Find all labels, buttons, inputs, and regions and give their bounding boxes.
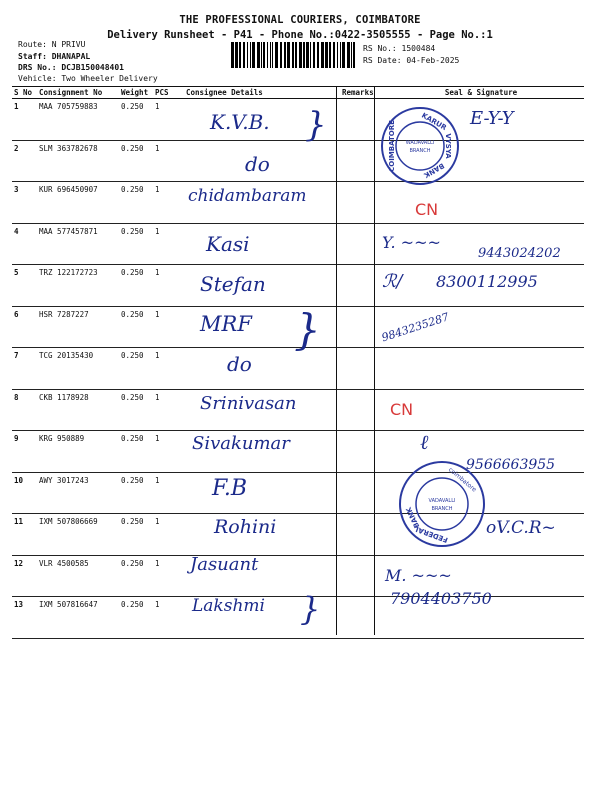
brace-mark-2: }: [294, 305, 321, 354]
svg-text:BANK: BANK: [404, 505, 422, 530]
table-row: [12, 555, 584, 597]
cell-weight: 0.250: [119, 99, 153, 141]
cell-consignment-no: KUR 696450907: [37, 182, 119, 224]
cell-pcs: 1: [153, 306, 184, 348]
cell-remarks: [340, 472, 378, 514]
signature-row1: E-Y-Y: [470, 108, 514, 129]
cell-pcs: 1: [153, 389, 184, 431]
barcode-bar: [333, 42, 335, 68]
brace-mark-3: }: [300, 590, 321, 628]
barcode-bar: [303, 42, 305, 68]
federal-bank-stamp: [396, 458, 488, 550]
phone-row5: 8300112995: [436, 272, 538, 291]
table-row: [12, 389, 584, 431]
handwriting-fb: F.B: [212, 476, 247, 501]
cell-sno: 3: [12, 182, 37, 224]
barcode-bar: [337, 42, 338, 68]
cell-weight: 0.250: [119, 182, 153, 224]
cell-sno: 13: [12, 597, 37, 639]
phone-row6: 9843235287: [380, 310, 451, 345]
staff-text: Staff: DHANAPAL: [18, 52, 91, 61]
barcode-bar: [313, 42, 315, 68]
cell-consignment-no: TCG 20135430: [37, 348, 119, 390]
table-row: [12, 472, 584, 514]
cell-sno: 2: [12, 140, 37, 182]
barcode-bar: [270, 42, 271, 68]
barcode-bar: [299, 42, 302, 68]
handwriting-sivakumar: Sivakumar: [192, 433, 290, 454]
cell-sno: 1: [12, 99, 37, 141]
handwriting-mrf: MRF: [200, 312, 252, 336]
table-row: [12, 597, 584, 639]
cell-remarks: [340, 348, 378, 390]
drs-number: DRS No.: DCJB150048401: [18, 63, 124, 72]
svg-text:COIMBATORE: COIMBATORE: [388, 120, 396, 172]
barcode-bar: [310, 42, 311, 68]
barcode-bar: [321, 42, 324, 68]
cell-seal: [378, 348, 584, 390]
phone-row13: 7904403750: [390, 589, 492, 608]
table-row: [12, 140, 584, 182]
cell-weight: 0.250: [119, 265, 153, 307]
barcode: [231, 42, 357, 68]
cell-weight: 0.250: [119, 223, 153, 265]
cell-sno: 6: [12, 306, 37, 348]
header-remarks: Remarks: [340, 87, 378, 99]
cell-remarks: [340, 265, 378, 307]
cell-weight: 0.250: [119, 306, 153, 348]
cell-sno: 12: [12, 555, 37, 597]
svg-text:KARUR: KARUR: [420, 111, 448, 133]
barcode-bar: [235, 42, 238, 68]
barcode-bar: [342, 42, 345, 68]
cell-consignment-no: KRG 950889: [37, 431, 119, 473]
cell-weight: 0.250: [119, 389, 153, 431]
cell-consignment-no: MAA 577457871: [37, 223, 119, 265]
brace-mark-1: }: [305, 105, 327, 145]
cell-pcs: 1: [153, 348, 184, 390]
cell-remarks: [340, 306, 378, 348]
cell-remarks: [340, 99, 378, 141]
cell-sno: 9: [12, 431, 37, 473]
cell-sno: 7: [12, 348, 37, 390]
cell-sno: 5: [12, 265, 37, 307]
handwriting-cn-1: CN: [415, 200, 439, 219]
handwriting-jasuant: Jasuant: [190, 554, 259, 575]
cell-pcs: 1: [153, 265, 184, 307]
cell-consignment-no: VLR 4500585: [37, 555, 119, 597]
barcode-bar: [239, 42, 241, 68]
cell-weight: 0.250: [119, 597, 153, 639]
cell-sno: 8: [12, 389, 37, 431]
svg-text:BANK: BANK: [422, 161, 446, 180]
barcode-bar: [263, 42, 265, 68]
cell-remarks: [340, 223, 378, 265]
rs-number: RS No.: 1500484: [363, 44, 436, 53]
cell-consignment-no: MAA 705759883: [37, 99, 119, 141]
runsheet-subtitle: Delivery Runsheet - P41 - Phone No.:0422-3505555 - Page No.:1: [107, 29, 493, 41]
company-title: THE PROFESSIONAL COURIERS, COIMBATORE: [179, 14, 421, 26]
rs-date: RS Date: 04-Feb-2025: [363, 56, 460, 65]
barcode-bar: [250, 42, 251, 68]
handwriting-chidambaram: chidambaram: [188, 186, 307, 206]
remarks-right-divider: [374, 86, 375, 635]
barcode-bar: [275, 42, 278, 68]
signature-row11: oV.C.R~: [486, 518, 556, 538]
signature-row9: ℓ: [420, 430, 429, 454]
svg-text:BRANCH: BRANCH: [431, 506, 453, 512]
barcode-bar: [340, 42, 341, 68]
cell-consignment-no: CKB 1178928: [37, 389, 119, 431]
barcode-bar: [252, 42, 255, 68]
cell-remarks: [340, 431, 378, 473]
signature-row12: M. ~~~: [385, 566, 452, 585]
route-text: Route: N PRIVU: [18, 40, 86, 49]
barcode-bar: [295, 42, 297, 68]
cell-consignment-no: SLM 363782678: [37, 140, 119, 182]
barcode-bar: [306, 42, 309, 68]
barcode-bar: [257, 42, 260, 68]
runsheet-table: [12, 86, 584, 639]
barcode-bar: [261, 42, 262, 68]
cell-weight: 0.250: [119, 472, 153, 514]
barcode-bar: [292, 42, 294, 68]
handwriting-rohini: Rohini: [214, 516, 277, 538]
header-consignment: Consignment No: [37, 87, 119, 99]
cell-weight: 0.250: [119, 140, 153, 182]
cell-consignment-no: AWY 3017243: [37, 472, 119, 514]
barcode-bar: [231, 42, 234, 68]
cell-weight: 0.250: [119, 514, 153, 556]
cell-weight: 0.250: [119, 431, 153, 473]
cell-pcs: 1: [153, 555, 184, 597]
handwriting-lakshmi: Lakshmi: [192, 596, 265, 616]
header-seal: Seal & Signature: [378, 87, 584, 99]
phone-row4: 9443024202: [478, 246, 561, 261]
cell-consignment-no: IXM 507816647: [37, 597, 119, 639]
barcode-bar: [347, 42, 350, 68]
barcode-bar: [329, 42, 331, 68]
svg-text:BRANCH: BRANCH: [409, 148, 431, 154]
signature-row5: ℛ/: [382, 271, 403, 292]
cell-pcs: 1: [153, 182, 184, 224]
handwriting-kvb: K.V.B.: [210, 110, 270, 134]
header-consignee: Consignee Details: [184, 87, 340, 99]
cell-pcs: 1: [153, 597, 184, 639]
cell-weight: 0.250: [119, 555, 153, 597]
barcode-bar: [247, 42, 248, 68]
cell-remarks: [340, 389, 378, 431]
barcode-bar: [267, 42, 268, 68]
svg-text:coimbatore: coimbatore: [446, 466, 478, 494]
barcode-bar: [317, 42, 319, 68]
cell-sno: 4: [12, 223, 37, 265]
header-pcs: PCS: [153, 87, 184, 99]
cell-sno: 10: [12, 472, 37, 514]
cell-remarks: [340, 555, 378, 597]
svg-text:WADAVALLI: WADAVALLI: [405, 140, 435, 146]
barcode-bar: [287, 42, 290, 68]
cell-pcs: 1: [153, 223, 184, 265]
barcode-bar: [325, 42, 328, 68]
barcode-bar: [353, 42, 355, 68]
handwriting-stefan: Stefan: [200, 272, 266, 296]
handwriting-srinivasan: Srinivasan: [200, 393, 297, 414]
handwriting-cn-2: CN: [390, 400, 414, 419]
cell-consignment-no: HSR 7287227: [37, 306, 119, 348]
handwriting-do-2: do: [227, 352, 252, 376]
barcode-bar: [351, 42, 352, 68]
svg-text:VYSYA: VYSYA: [444, 133, 452, 159]
barcode-bar: [284, 42, 286, 68]
cell-remarks: [340, 140, 378, 182]
barcode-bar: [272, 42, 273, 68]
cell-pcs: 1: [153, 514, 184, 556]
header-weight: Weight: [119, 87, 153, 99]
cell-pcs: 1: [153, 140, 184, 182]
cell-pcs: 1: [153, 431, 184, 473]
cell-pcs: 1: [153, 472, 184, 514]
remarks-left-divider: [336, 86, 337, 635]
cell-consignment-no: TRZ 122172723: [37, 265, 119, 307]
cell-weight: 0.250: [119, 348, 153, 390]
cell-pcs: 1: [153, 99, 184, 141]
cell-sno: 11: [12, 514, 37, 556]
signature-row4: Y. ~~~: [382, 233, 441, 252]
cell-remarks: [340, 182, 378, 224]
karur-vysya-stamp: [378, 104, 462, 188]
cell-remarks: [340, 514, 378, 556]
barcode-bar: [280, 42, 282, 68]
svg-text:VADAVALLI: VADAVALLI: [428, 498, 456, 504]
phone-row9: 9566663955: [466, 457, 556, 473]
header-sno: S No: [12, 87, 37, 99]
barcode-bar: [243, 42, 245, 68]
handwriting-kasi: Kasi: [206, 232, 250, 256]
vehicle-text: Vehicle: Two Wheeler Delivery: [18, 74, 158, 83]
cell-remarks: [340, 597, 378, 639]
svg-text:FEDERAL: FEDERAL: [413, 524, 450, 544]
handwriting-do-1: do: [245, 152, 270, 176]
table-header-row: [12, 87, 584, 99]
cell-consignee: [184, 472, 340, 514]
cell-consignment-no: IXM 507806669: [37, 514, 119, 556]
